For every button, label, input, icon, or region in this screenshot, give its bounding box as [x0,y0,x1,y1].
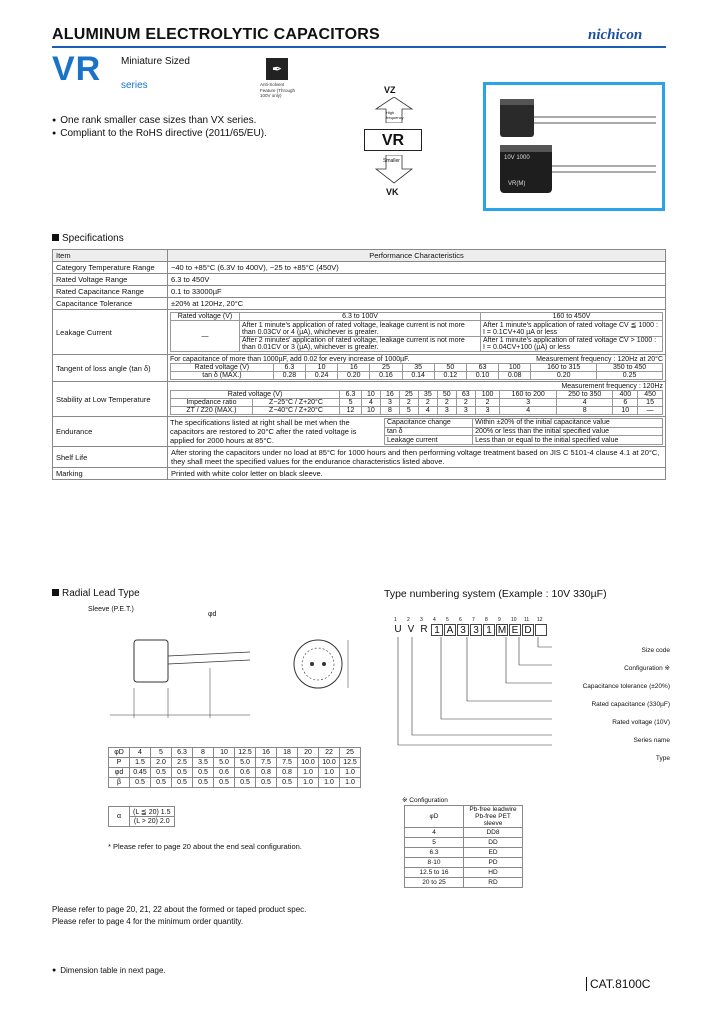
stab-r1-val: 6 [613,399,638,407]
lead-dia-label: φd [208,611,217,618]
dim-head: 18 [277,748,298,758]
stab-r2-val: 10 [361,407,380,415]
shelf-text: After storing the capacitors under no load at 85°C for 1000 hours and then performing voltage treatment based on JIS C 5101-4 clause 4.1 at 20°C, they shall meet the specified values for the endurance characteristics listed above. [168,447,666,468]
tan-val: 0.24 [305,372,337,380]
series-chart [362,85,426,201]
series-bottom: VK [386,187,399,197]
typenum-label: Capacitance tolerance (±20%) [582,683,670,690]
dim-cell: 10.0 [319,758,340,768]
page-title: ALUMINUM ELECTROLYTIC CAPACITORS [52,26,380,43]
alpha-label: α [109,807,130,827]
dim-cell: 0.5 [193,768,214,778]
position: 11 [524,617,530,623]
cfg-cell: HD [464,868,523,878]
end-cell: Within ±20% of the initial capacitance value [473,419,663,428]
typenum-labels [552,642,670,768]
type-char: A [444,624,456,636]
photo-text-1: 10V 1000 [504,155,530,161]
col-performance: Performance Characteristics [168,250,666,262]
alpha-table [108,806,175,827]
position: 7 [472,617,475,623]
cfg-cell: 12.5 to 16 [405,868,464,878]
capacitor-photo [486,85,662,208]
leak-v1: 6.3 to 100V [240,313,481,321]
photo-text-2: VR(M) [508,181,526,187]
dim-row-label: P [109,758,130,768]
stab-r2-val: 12 [340,407,362,415]
stab-volt: 160 to 200 [500,391,556,399]
stab-rv: Rated voltage (V) [171,391,340,399]
tan-val: 0.10 [466,372,498,380]
dim-cell: 12.5 [340,758,361,768]
dim-row-label: φd [109,768,130,778]
cfg-head: Pb-free leadwire Pb-free PET sleeve [464,806,523,828]
tan-volt: 6.3 [273,364,305,372]
type-char [535,624,547,636]
cfg-cell: 4 [405,828,464,838]
position: 12 [537,617,543,623]
cfg-cell: DD [464,838,523,848]
position: 3 [420,617,423,623]
cfg-cell: 20 to 25 [405,878,464,888]
type-char: 3 [470,624,482,636]
dim-head: 22 [319,748,340,758]
voltage-value: 6.3 to 450V [168,274,666,286]
stab-r1-val: 2 [399,399,418,407]
stab-volt: 10 [361,391,380,399]
stab-volt: 25 [399,391,418,399]
dim-cell: 5.0 [235,758,256,768]
alpha-2: (L > 20) 2.0 [130,817,175,827]
position: 2 [407,617,410,623]
dim-head: 6.3 [172,748,193,758]
tan-volt: 100 [499,364,531,372]
tol-label: Capacitance Tolerance [53,298,168,310]
dimension-table [108,747,361,788]
stab-r2-val: 3 [437,407,456,415]
dimension-note [52,964,166,977]
badge-caption: Anti-Solvent Feature (Through 100V only) [260,82,296,98]
tan-rv: Rated voltage (V) [171,364,274,372]
tan-volt: 350 to 450 [597,364,663,372]
tan-volt: 10 [305,364,337,372]
end-cell: Less than or equal to the initial specified value [473,436,663,445]
tan-note: For capacitance of more than 1000µF, add 0.02 for every increase of 1000µF. [170,356,410,363]
cfg-cell: DD8 [464,828,523,838]
tan-val: 0.16 [370,372,402,380]
brand-logo: nichicon [588,27,643,43]
cap-label: Rated Capacitance Range [53,286,168,298]
leak-label: Leakage Current [53,310,168,355]
cfg-cell: 8·10 [405,858,464,868]
type-char: E [509,624,521,636]
down-label: Smaller [383,158,400,164]
tan-val: 0.14 [402,372,434,380]
cfg-head: φD [405,806,464,828]
dim-head: 12.5 [235,748,256,758]
stab-r2-val: 3 [475,407,500,415]
end-label: Endurance [53,417,168,447]
dim-cell: 7.5 [277,758,298,768]
stab-r2-val: 4 [418,407,437,415]
tan-val: 0.20 [531,372,597,380]
tan-volt: 63 [466,364,498,372]
dim-cell: 0.5 [214,778,235,788]
dim-head: φD [109,748,130,758]
typenum-label: Size code [641,647,670,654]
stab-table [170,390,663,415]
typenum-heading: Type numbering system (Example : 10V 330µF) [384,588,607,600]
dim-note: ● Dimension table in next page. [52,964,166,977]
stab-r1-val: 3 [500,399,556,407]
type-char: D [522,624,534,636]
dim-cell: 1.0 [340,778,361,788]
anti-solvent-icon: ✒ [266,58,288,80]
stab-r2-val: 8 [380,407,399,415]
typenum-label: Rated capacitance (330µF) [591,701,670,708]
cfg-cell: ED [464,848,523,858]
stab-r1-cond: Z−25°C / Z+20°C [252,399,339,407]
product-photo [483,82,665,211]
stab-r2-val: 8 [556,407,612,415]
stab-r2-val: 4 [500,407,556,415]
stab-volt: 6.3 [340,391,362,399]
dim-head: 25 [340,748,361,758]
dim-cell: 1.0 [319,778,340,788]
tan-val: 0.28 [273,372,305,380]
stab-volt: 16 [380,391,399,399]
stab-r1-val: 2 [437,399,456,407]
stab-r2-val: 3 [456,407,475,415]
typenum-label: Rated voltage (10V) [612,719,670,726]
dim-head: 5 [151,748,172,758]
stab-r2-val: 10 [613,407,638,415]
series-center: VR [364,129,422,151]
stab-label: Stability at Low Temperature [53,382,168,417]
stab-r2-val: — [638,407,663,415]
specs-heading: Specifications [52,233,124,244]
series-description: Miniature Sized [121,56,190,67]
end-cell: 200% or less than the initial specified value [473,427,663,436]
end-cell: tan δ [385,427,473,436]
position: 10 [511,617,517,623]
shelf-label: Shelf Life [53,447,168,468]
config-table [404,805,523,888]
dim-cell: 0.5 [277,778,298,788]
tan-label: Tangent of loss angle (tan δ) [53,355,168,382]
cfg-heading: ※ Configuration [402,797,448,804]
stab-r1-val: 3 [380,399,399,407]
stab-r1-val: 2 [475,399,500,407]
mark-text: Printed with white color letter on black sleeve. [168,468,666,480]
stab-r1-val: 4 [361,399,380,407]
dim-cell: 1.0 [298,778,319,788]
dim-cell: 0.5 [235,778,256,788]
dim-cell: 0.5 [151,768,172,778]
tan-val: 0.08 [499,372,531,380]
leak-table: Rated voltage (V) 6.3 to 100V 160 to 450V — After 1 minute's application of rated voltage, leakage current is not more than 0.03CV or 4 (µA), whichever is greater. After 1 minute's application of rated voltage CV ≦ 1000 : I = 0.1CV+40 µA or less After 2 minutes' application of rated voltage, leakage current is not more than 0.01CV or 3 (µA), whichever is greater. After 1 minute's application of rated voltage CV > 1000 : I = 0.04CV+100 (µA) or less [170,312,663,352]
cap-value: 0.1 to 33000µF [168,286,666,298]
title-rule [52,46,666,48]
dim-head: 20 [298,748,319,758]
col-item: Item [53,250,168,262]
stab-volt: 35 [418,391,437,399]
footer-notes [52,904,306,928]
type-char: R [420,624,428,635]
typenum-label: Series name [633,737,670,744]
type-char: 1 [483,624,495,636]
leak-rv: Rated voltage (V) [171,313,240,321]
dim-head: 16 [256,748,277,758]
dim-cell: 1.0 [298,768,319,778]
position-row [394,617,550,623]
leak-b1: After 1 minute's application of rated voltage CV ≦ 1000 : I = 0.1CV+40 µA or less [481,321,663,337]
feature-item: ● One rank smaller case sizes than VX series. [52,114,267,127]
cfg-cell: 6.3 [405,848,464,858]
tan-table [170,363,663,380]
position: 5 [446,617,449,623]
leak-a2: After 2 minutes' application of rated voltage, leakage current is not more than 0.01CV or 3 (µA), whichever is greater. [240,337,481,352]
leak-v2: 160 to 450V [481,313,663,321]
dim-cell: 7.5 [256,758,277,768]
dim-cell: 0.8 [256,768,277,778]
dim-cell: 1.5 [130,758,151,768]
cfg-cell: RD [464,878,523,888]
dim-cell: 0.5 [256,778,277,788]
typenum-leaders [392,637,552,749]
dim-cell: 1.0 [340,768,361,778]
stab-volt: 50 [437,391,456,399]
voltage-label: Rated Voltage Range [53,274,168,286]
dim-cell: 0.5 [172,778,193,788]
stab-r1-val: 2 [456,399,475,407]
mark-label: Marking [53,468,168,480]
stab-r1-val: 2 [418,399,437,407]
feature-list [52,114,267,140]
tan-val: 0.20 [338,372,370,380]
position: 9 [498,617,501,623]
dim-cell: 3.5 [193,758,214,768]
type-code [392,624,548,636]
dim-cell: 0.5 [151,778,172,788]
stab-freq: Measurement frequency : 120Hz [561,383,663,390]
stab-r1-val: 15 [638,399,663,407]
end-cell: Capacitance change [385,419,473,428]
dim-head: 4 [130,748,151,758]
type-char: M [497,625,507,636]
end-table [384,418,663,445]
footer-note: Please refer to page 4 for the minimum order quantity. [52,917,244,926]
end-text: The specifications listed at right shall be met when the capacitors are restored to 20°C after the rated voltage is applied for 2000 hours at 85°C. [170,418,357,445]
dim-row-label: β [109,778,130,788]
dim-cell: 0.5 [172,768,193,778]
stab-r1-val: 5 [340,399,362,407]
stab-volt: 63 [456,391,475,399]
tan-volt: 16 [338,364,370,372]
temp-label: Category Temperature Range [53,262,168,274]
position: 1 [394,617,397,623]
dim-cell: 10.0 [298,758,319,768]
radial-drawing [100,618,270,724]
leak-b2: After 1 minute's application of rated voltage CV > 1000 : I = 0.04CV+100 (µA) or less [481,337,663,352]
stab-r2-val: 5 [399,407,418,415]
tan-val: 0.12 [434,372,466,380]
dim-cell: 1.0 [319,768,340,778]
temp-value: −40 to +85°C (6.3V to 400V), −25 to +85°C (450V) [168,262,666,274]
endseal-note: * Please refer to page 20 about the end seal configuration. [108,842,302,851]
tan-volt: 50 [434,364,466,372]
spec-table [52,249,666,480]
dim-cell: 0.8 [277,768,298,778]
type-char: 3 [457,624,469,636]
stab-volt: 250 to 350 [556,391,612,399]
dim-cell: 0.5 [130,778,151,788]
tol-value: ±20% at 120Hz, 20°C [168,298,666,310]
position: 4 [433,617,436,623]
dim-cell: 2.5 [172,758,193,768]
position: 8 [485,617,488,623]
cfg-cell: PD [464,858,523,868]
position: 6 [459,617,462,623]
cfg-cell: 5 [405,838,464,848]
footer-note: Please refer to page 20, 21, 22 about the formed or taped product spec. [52,905,307,914]
tan-volt: 160 to 315 [531,364,597,372]
dim-cell: 0.45 [130,768,151,778]
series-word: series [121,80,148,91]
dim-cell: 0.6 [214,768,235,778]
type-char: 1 [431,624,443,636]
stab-r1-label: Impedance ratio [171,399,253,407]
dim-cell: 5.0 [214,758,235,768]
end-view-drawing [284,630,364,700]
typenum-label: Configuration ※ [624,665,670,672]
stab-volt: 400 [613,391,638,399]
series-top: VZ [384,85,396,95]
alpha-1: (L ≦ 20) 1.5 [130,807,175,817]
catalog-number: CAT.8100C [586,977,650,991]
leak-a1: After 1 minute's application of rated voltage, leakage current is not more than 0.03CV or 4 (µA), whichever is greater. [240,321,481,337]
up-label: High frequency [386,110,404,120]
tan-freq: Measurement frequency : 120Hz at 20°C [536,356,663,363]
tan-volt: 35 [402,364,434,372]
sleeve-label: Sleeve (P.E.T.) [88,606,134,613]
tan-row-label: tan δ (MAX.) [171,372,274,380]
series-code: VR [52,50,102,88]
dim-cell: 0.5 [193,778,214,788]
dim-cell: 0.6 [235,768,256,778]
radial-heading: Radial Lead Type [52,588,140,599]
stab-r2-label: ZT / Z20 (MAX.) [171,407,253,415]
stab-r1-val: 4 [556,399,612,407]
end-cell: Leakage current [385,436,473,445]
stab-volt: 450 [638,391,663,399]
feature-item: ● Compliant to the RoHS directive (2011/65/EU). [52,127,267,140]
dim-cell: 2.0 [151,758,172,768]
tan-volt: 25 [370,364,402,372]
stab-r2-cond: Z−40°C / Z+20°C [252,407,339,415]
tan-val: 0.25 [597,372,663,380]
type-char: U [394,624,402,635]
stab-volt: 100 [475,391,500,399]
typenum-label: Type [655,755,670,762]
type-char: V [407,624,415,635]
dim-head: 8 [193,748,214,758]
dim-head: 10 [214,748,235,758]
